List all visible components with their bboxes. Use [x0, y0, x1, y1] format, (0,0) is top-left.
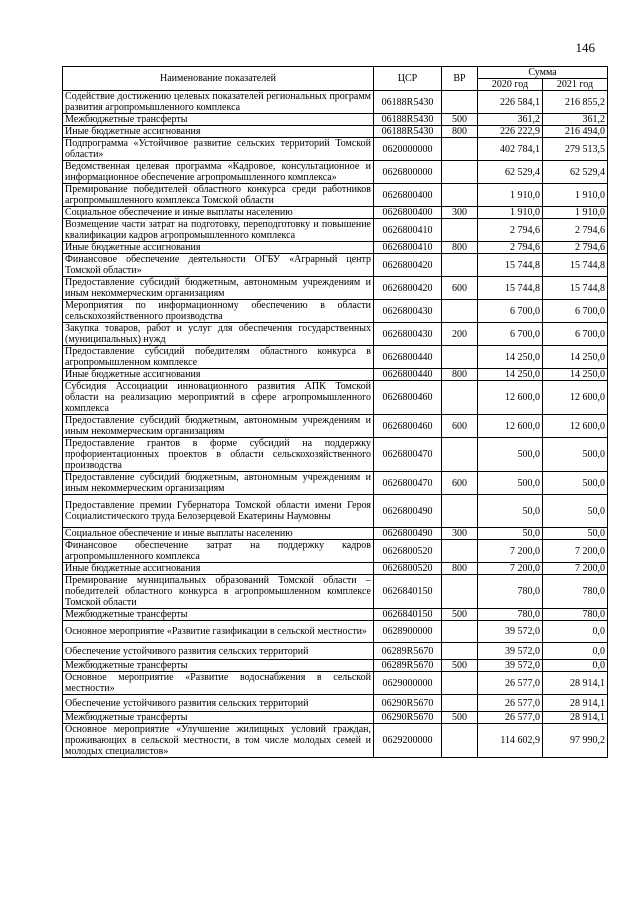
row-vr [442, 695, 478, 712]
row-vr: 800 [442, 126, 478, 138]
row-csr: 0626800420 [374, 277, 442, 300]
row-sum-2021: 7 200,0 [543, 563, 608, 575]
row-csr: 0626800440 [374, 346, 442, 369]
row-sum-2021: 1 910,0 [543, 207, 608, 219]
row-csr: 0626800430 [374, 300, 442, 323]
row-sum-2021: 0,0 [543, 621, 608, 643]
row-vr [442, 575, 478, 609]
row-name: Иные бюджетные ассигнования [63, 242, 374, 254]
row-vr: 800 [442, 242, 478, 254]
row-csr: 0626800000 [374, 161, 442, 184]
row-vr [442, 161, 478, 184]
row-csr: 06290R5670 [374, 695, 442, 712]
row-vr: 600 [442, 277, 478, 300]
row-sum-2020: 500,0 [478, 472, 543, 495]
table-row [63, 672, 608, 695]
table-row [63, 242, 608, 254]
table-row [63, 138, 608, 161]
table-row [63, 695, 608, 712]
row-vr [442, 184, 478, 207]
row-csr: 0626800410 [374, 219, 442, 242]
budget-table [62, 66, 608, 758]
row-csr: 0629000000 [374, 672, 442, 695]
row-csr: 0626800460 [374, 381, 442, 415]
page-number: 146 [575, 40, 595, 55]
row-csr: 0626800490 [374, 495, 442, 528]
row-sum-2021: 14 250,0 [543, 346, 608, 369]
table-row [63, 207, 608, 219]
row-vr [442, 438, 478, 472]
table-row [63, 643, 608, 660]
row-name: Основное мероприятие «Улучшение жилищных условий граждан, проживающих в сельской местности, в том числе молодых семей и молодых специалистов» [63, 724, 374, 758]
row-vr [442, 138, 478, 161]
table-row [63, 184, 608, 207]
row-sum-2021: 216 494,0 [543, 126, 608, 138]
table-row [63, 300, 608, 323]
row-sum-2021: 28 914,1 [543, 712, 608, 724]
row-name: Ведомственная целевая программа «Кадровое, консультационное и информационное обеспечение агропромышленного комплекса» [63, 161, 374, 184]
row-sum-2021: 14 250,0 [543, 369, 608, 381]
header-sum: Сумма [478, 67, 608, 79]
row-csr: 0626800420 [374, 254, 442, 277]
row-sum-2020: 26 577,0 [478, 712, 543, 724]
table-row [63, 563, 608, 575]
row-vr: 500 [442, 660, 478, 672]
row-sum-2021: 2 794,6 [543, 242, 608, 254]
row-vr [442, 219, 478, 242]
row-sum-2021: 97 990,2 [543, 724, 608, 758]
header-year-2021: 2021 год [543, 79, 608, 91]
row-vr: 200 [442, 323, 478, 346]
table-row [63, 660, 608, 672]
row-vr [442, 254, 478, 277]
row-sum-2021: 500,0 [543, 472, 608, 495]
row-name: Предоставление субсидий бюджетным, автономным учреждениям и иным некоммерческим организациям [63, 472, 374, 495]
table-row [63, 381, 608, 415]
table-row [63, 415, 608, 438]
row-vr: 500 [442, 609, 478, 621]
row-csr: 06290R5670 [374, 712, 442, 724]
row-name: Премирование муниципальных образований Томской области – победителей областного конкурса в агропромышленном комплексе Томской области [63, 575, 374, 609]
row-sum-2020: 7 200,0 [478, 563, 543, 575]
row-name: Межбюджетные трансферты [63, 609, 374, 621]
table-row [63, 575, 608, 609]
row-sum-2021: 15 744,8 [543, 254, 608, 277]
row-vr: 500 [442, 114, 478, 126]
row-name: Иные бюджетные ассигнования [63, 126, 374, 138]
row-csr: 0620000000 [374, 138, 442, 161]
header-year-2020: 2020 год [478, 79, 543, 91]
row-sum-2020: 114 602,9 [478, 724, 543, 758]
row-csr: 06188R5430 [374, 126, 442, 138]
row-vr: 500 [442, 712, 478, 724]
row-name: Обеспечение устойчивого развития сельских территорий [63, 643, 374, 660]
row-name: Основное мероприятие «Развитие газификации в сельской местности» [63, 621, 374, 643]
row-vr [442, 540, 478, 563]
row-vr: 800 [442, 563, 478, 575]
table-body [63, 91, 608, 758]
row-sum-2020: 12 600,0 [478, 415, 543, 438]
row-csr: 0626800440 [374, 369, 442, 381]
row-sum-2020: 39 572,0 [478, 660, 543, 672]
row-name: Предоставление субсидий бюджетным, автономным учреждениям и иным некоммерческим организациям [63, 277, 374, 300]
row-sum-2021: 50,0 [543, 495, 608, 528]
table-row [63, 254, 608, 277]
row-sum-2021: 62 529,4 [543, 161, 608, 184]
row-csr: 0626800490 [374, 528, 442, 540]
row-sum-2021: 6 700,0 [543, 323, 608, 346]
row-name: Предоставление грантов в форме субсидий на поддержку профориентационных проектов в области сельскохозяйственного производства [63, 438, 374, 472]
row-name: Межбюджетные трансферты [63, 712, 374, 724]
row-csr: 0626800520 [374, 563, 442, 575]
row-sum-2021: 361,2 [543, 114, 608, 126]
table-row [63, 346, 608, 369]
table-row [63, 161, 608, 184]
row-sum-2021: 15 744,8 [543, 277, 608, 300]
row-csr: 06188R5430 [374, 91, 442, 114]
row-sum-2020: 226 222,9 [478, 126, 543, 138]
row-csr: 0626800410 [374, 242, 442, 254]
row-name: Иные бюджетные ассигнования [63, 369, 374, 381]
row-sum-2020: 26 577,0 [478, 695, 543, 712]
row-sum-2021: 12 600,0 [543, 415, 608, 438]
row-vr: 300 [442, 528, 478, 540]
row-sum-2020: 780,0 [478, 575, 543, 609]
row-vr [442, 495, 478, 528]
row-sum-2020: 1 910,0 [478, 207, 543, 219]
row-vr [442, 724, 478, 758]
row-sum-2020: 39 572,0 [478, 621, 543, 643]
row-sum-2020: 6 700,0 [478, 300, 543, 323]
table-row [63, 219, 608, 242]
row-sum-2021: 6 700,0 [543, 300, 608, 323]
row-name: Иные бюджетные ассигнования [63, 563, 374, 575]
row-sum-2021: 780,0 [543, 575, 608, 609]
table-row [63, 126, 608, 138]
row-csr: 0626800430 [374, 323, 442, 346]
row-vr [442, 621, 478, 643]
row-vr: 600 [442, 415, 478, 438]
table-row [63, 438, 608, 472]
row-sum-2021: 216 855,2 [543, 91, 608, 114]
row-sum-2020: 62 529,4 [478, 161, 543, 184]
row-sum-2020: 15 744,8 [478, 277, 543, 300]
row-csr: 06188R5430 [374, 114, 442, 126]
row-sum-2020: 7 200,0 [478, 540, 543, 563]
table-row [63, 712, 608, 724]
table-row [63, 277, 608, 300]
header-name: Наименование показателей [63, 67, 374, 91]
row-name: Премирование победителей областного конкурса среди работников агропромышленного комплекса Томской области [63, 184, 374, 207]
table-row [63, 114, 608, 126]
row-vr [442, 91, 478, 114]
row-csr: 0626840150 [374, 575, 442, 609]
row-vr: 300 [442, 207, 478, 219]
row-sum-2021: 1 910,0 [543, 184, 608, 207]
row-sum-2021: 2 794,6 [543, 219, 608, 242]
row-sum-2021: 28 914,1 [543, 672, 608, 695]
row-vr [442, 346, 478, 369]
row-sum-2020: 50,0 [478, 528, 543, 540]
table-row [63, 528, 608, 540]
row-csr: 0629200000 [374, 724, 442, 758]
row-csr: 0626800460 [374, 415, 442, 438]
row-sum-2020: 26 577,0 [478, 672, 543, 695]
table-row [63, 609, 608, 621]
row-csr: 0628900000 [374, 621, 442, 643]
row-vr: 800 [442, 369, 478, 381]
row-sum-2021: 50,0 [543, 528, 608, 540]
table-row [63, 323, 608, 346]
row-csr: 06289R5670 [374, 660, 442, 672]
row-name: Обеспечение устойчивого развития сельских территорий [63, 695, 374, 712]
row-vr [442, 643, 478, 660]
row-csr: 0626800400 [374, 207, 442, 219]
row-sum-2020: 2 794,6 [478, 219, 543, 242]
table-row [63, 621, 608, 643]
table-row [63, 91, 608, 114]
row-sum-2021: 12 600,0 [543, 381, 608, 415]
row-name: Финансовое обеспечение деятельности ОГБУ «Аграрный центр Томской области» [63, 254, 374, 277]
row-sum-2021: 0,0 [543, 660, 608, 672]
row-sum-2020: 12 600,0 [478, 381, 543, 415]
row-sum-2020: 15 744,8 [478, 254, 543, 277]
row-sum-2021: 500,0 [543, 438, 608, 472]
row-sum-2020: 226 584,1 [478, 91, 543, 114]
row-sum-2020: 6 700,0 [478, 323, 543, 346]
row-name: Мероприятия по информационному обеспечению в области сельскохозяйственного производства [63, 300, 374, 323]
row-name: Финансовое обеспечение затрат на поддержку кадров агропромышленного комплекса [63, 540, 374, 563]
row-sum-2021: 7 200,0 [543, 540, 608, 563]
row-name: Предоставление субсидий победителям областного конкурса в агропромышленном комплексе [63, 346, 374, 369]
row-csr: 0626800520 [374, 540, 442, 563]
row-name: Межбюджетные трансферты [63, 660, 374, 672]
row-sum-2020: 1 910,0 [478, 184, 543, 207]
header-vr: ВР [442, 67, 478, 91]
row-name: Предоставление субсидий бюджетным, автономным учреждениям и иным некоммерческим организациям [63, 415, 374, 438]
row-sum-2020: 2 794,6 [478, 242, 543, 254]
row-vr [442, 381, 478, 415]
row-sum-2020: 39 572,0 [478, 643, 543, 660]
row-name: Предоставление премии Губернатора Томской области имени Героя Социалистического труда Белозерцевой Екатерины Наумовны [63, 495, 374, 528]
table-row [63, 724, 608, 758]
row-name: Межбюджетные трансферты [63, 114, 374, 126]
row-name: Содействие достижению целевых показателей региональных программ развития агропромышленного комплекса [63, 91, 374, 114]
row-csr: 0626840150 [374, 609, 442, 621]
row-sum-2020: 361,2 [478, 114, 543, 126]
row-sum-2021: 28 914,1 [543, 695, 608, 712]
row-csr: 0626800470 [374, 472, 442, 495]
row-name: Закупка товаров, работ и услуг для обеспечения государственных (муниципальных) нужд [63, 323, 374, 346]
row-csr: 06289R5670 [374, 643, 442, 660]
row-csr: 0626800470 [374, 438, 442, 472]
row-sum-2021: 780,0 [543, 609, 608, 621]
row-vr [442, 672, 478, 695]
row-sum-2021: 279 513,5 [543, 138, 608, 161]
row-sum-2020: 50,0 [478, 495, 543, 528]
row-csr: 0626800400 [374, 184, 442, 207]
header-csr: ЦСР [374, 67, 442, 91]
table-row [63, 369, 608, 381]
row-sum-2020: 14 250,0 [478, 346, 543, 369]
row-vr: 600 [442, 472, 478, 495]
row-vr [442, 300, 478, 323]
row-sum-2020: 500,0 [478, 438, 543, 472]
row-sum-2021: 0,0 [543, 643, 608, 660]
row-sum-2020: 780,0 [478, 609, 543, 621]
row-name: Социальное обеспечение и иные выплаты населению [63, 528, 374, 540]
table-row [63, 495, 608, 528]
row-sum-2020: 14 250,0 [478, 369, 543, 381]
row-name: Основное мероприятие «Развитие водоснабжения в сельской местности» [63, 672, 374, 695]
table-row [63, 540, 608, 563]
row-name: Субсидия Ассоциации инновационного развития АПК Томской области на реализацию мероприятий в сфере агропромышленного комплекса [63, 381, 374, 415]
row-sum-2020: 402 784,1 [478, 138, 543, 161]
row-name: Социальное обеспечение и иные выплаты населению [63, 207, 374, 219]
table-row [63, 472, 608, 495]
row-name: Возмещение части затрат на подготовку, переподготовку и повышение квалификации кадров агропромышленного комплекса [63, 219, 374, 242]
row-name: Подпрограмма «Устойчивое развитие сельских территорий Томской области» [63, 138, 374, 161]
